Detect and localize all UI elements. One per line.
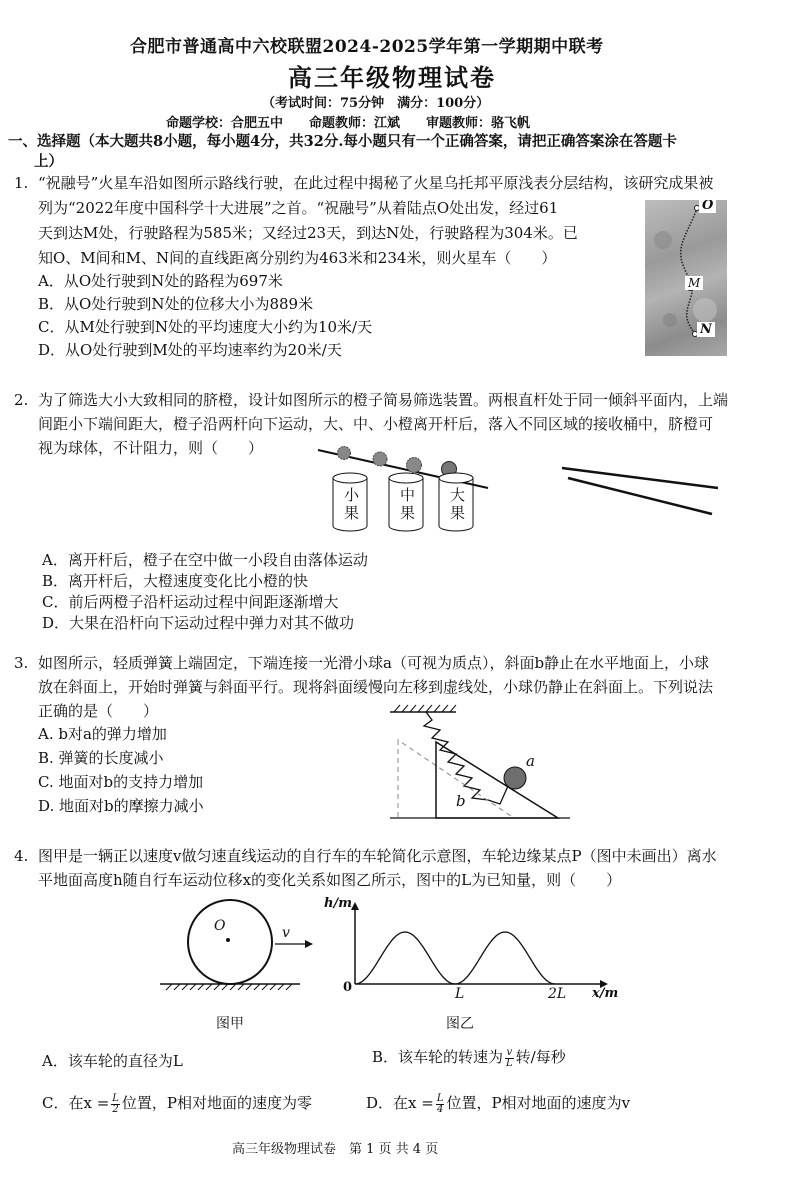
q4-option-d-text: 位置，P相对地面的速度为v	[446, 1094, 631, 1112]
q4-option-c-text: 位置，P相对地面的速度为零	[121, 1094, 313, 1112]
q4-stem-line: 平地面高度h随自行车运动位移x的变化关系如图乙所示，图中的L为已知量，则（ ）	[38, 871, 622, 889]
q1-stem-line: 天到达M处，行驶路程为585米；又经过23天，到达N处，行驶路程为304米。已	[38, 224, 578, 242]
q1-option-a: A．从O处行驶到N处的路程为697米	[38, 272, 283, 290]
origin-label: 0	[343, 980, 353, 995]
incline-b	[436, 742, 558, 818]
rod-top-view	[562, 468, 718, 488]
ceiling-hatch	[394, 705, 456, 712]
q3-option-b: B. 弹簧的长度减小	[38, 749, 164, 767]
orange-icon	[338, 447, 351, 460]
q2-stem-line: 视为球体，不计阻力，则（ ）	[38, 439, 264, 457]
x-tick-l: L	[455, 986, 465, 1002]
q2-option-a: A．离开杆后，橙子在空中做一小段自由落体运动	[42, 551, 368, 569]
fig-b-caption: 图乙	[446, 1016, 474, 1032]
q4-option-c-fraction	[111, 1094, 120, 1115]
exam-title: 高三年级物理试卷	[288, 63, 496, 92]
spring-incline-figure	[0, 700, 800, 830]
exam-time-score: （考试时间：75分钟 满分：100分）	[262, 96, 490, 111]
q4-option-b-text: 转/每秒	[515, 1048, 566, 1066]
orange-icon	[407, 458, 422, 473]
q4-option-b-fraction	[505, 1048, 514, 1069]
x-tick-2l: 2L	[548, 986, 567, 1002]
q1-option-b: B．从O处行驶到N处的位移大小为889米	[38, 295, 314, 313]
point-m-label: M	[685, 276, 703, 290]
q4-option-b-text: B．该车轮的转速为	[372, 1048, 504, 1066]
q3-stem-line: 如图所示，轻质弹簧上端固定，下端连接一光滑小球a（可视为质点），斜面b静止在水平地面上，小球	[38, 654, 710, 672]
y-axis-label: h/m	[324, 896, 352, 911]
orange-icon	[373, 452, 387, 466]
q1-stem-line: “祝融号”火星车沿如图所示路线行驶，在此过程中揭秘了火星乌托邦平原浅表分层结构，该研究成果被	[38, 174, 714, 192]
bin-large-label: 大果	[450, 486, 466, 522]
q4-option-c-text: C．在x =	[42, 1094, 110, 1112]
height-displacement-graph	[0, 900, 800, 1010]
q3-number: 3.	[14, 654, 29, 672]
fraction-denominator: 2	[112, 1103, 119, 1115]
point-o-label: O	[699, 200, 716, 213]
incline-b-label: b	[456, 792, 466, 810]
q2-stem-line: 为了筛选大小大致相同的脐橙，设计如图所示的橙子简易筛选装置。两根直杆处于同一倾斜平面内，上端	[38, 391, 729, 409]
fraction-numerator: v	[506, 1046, 513, 1058]
fraction-numerator: L	[436, 1092, 444, 1104]
q4-option-b	[372, 1046, 566, 1069]
bin-medium-label: 中果	[400, 486, 416, 522]
point-n-label: N	[697, 322, 715, 337]
q2-number: 2.	[14, 391, 29, 409]
union-title: 合肥市普通高中六校联盟2024-2025学年第一学期期中联考	[130, 37, 604, 57]
velocity-label: v	[282, 925, 290, 941]
q4-option-c	[42, 1092, 312, 1115]
q2-stem-line: 间距小下端间距大，橙子沿两杆向下运动，大、中、小橙离开杆后，落入不同区域的接收桶中，脐橙可	[38, 415, 714, 433]
q4-option-a: A．该车轮的直径为L	[42, 1052, 183, 1070]
q3-option-d: D. 地面对b的摩擦力减小	[38, 797, 204, 815]
section-heading: 一、选择题（本大题共8小题，每小题4分，共32分.每小题只有一个正确答案，请把正确答案涂在答题卡	[8, 133, 677, 150]
fraction-denominator: L	[506, 1057, 513, 1069]
fraction-denominator: 4	[436, 1103, 444, 1115]
wheel-center-label: O	[214, 918, 226, 934]
q3-option-a: A. b对a的弹力增加	[38, 725, 167, 743]
q1-stem-line: 知O、M间和M、N间的直线距离分别约为463米和234米，则火星车（ ）	[38, 249, 557, 267]
fig-a-caption: 图甲	[216, 1016, 244, 1032]
ball-a	[504, 767, 526, 789]
q2-option-c: C．前后两橙子沿杆运动过程中间距逐渐增大	[42, 593, 339, 611]
q4-option-d-text: D．在x =	[366, 1094, 434, 1112]
q3-stem-line: 放在斜面上，开始时弹簧与斜面平行。现将斜面缓慢向左移到虚线处，小球仍静止在斜面上。下列说法	[38, 678, 714, 696]
q2-option-b: B．离开杆后，大橙速度变化比小橙的快	[42, 572, 309, 590]
q1-stem-line: 列为“2022年度中国科学十大进展”之首。“祝融号”从着陆点O处出发，经过61	[38, 199, 559, 217]
mars-route-figure	[645, 200, 727, 356]
q2-option-d: D．大果在沿杆向下运动过程中弹力对其不做功	[42, 614, 355, 632]
q3-option-c: C. 地面对b的支持力增加	[38, 773, 204, 791]
q1-option-d: D．从O处行驶到M处的平均速率约为20米/天	[38, 341, 342, 359]
q4-stem-line: 图甲是一辆正以速度v做匀速直线运动的自行车的车轮简化示意图，车轮边缘某点P（图中未画出）离水	[38, 847, 717, 865]
page-footer: 高三年级物理试卷 第 1 页 共 4 页	[232, 1142, 439, 1157]
q4-option-d-fraction	[436, 1094, 445, 1115]
x-axis-label: x/m	[592, 986, 619, 1001]
section-heading-cont: 上）	[34, 153, 63, 170]
q4-number: 4.	[14, 847, 29, 865]
bin-small-label: 小果	[344, 486, 360, 522]
fraction-numerator: L	[112, 1092, 119, 1104]
ball-a-label: a	[526, 752, 535, 770]
height-curve	[355, 932, 555, 984]
q4-option-d	[366, 1092, 630, 1115]
q1-option-c: C．从M处行驶到N处的平均速度大小约为10米/天	[38, 318, 373, 336]
q3-stem-line: 正确的是（ ）	[38, 702, 159, 720]
q1-number: 1.	[14, 174, 29, 192]
exam-authors: 命题学校：合肥五中 命题教师：江斌 审题教师：骆飞帆	[166, 116, 531, 131]
